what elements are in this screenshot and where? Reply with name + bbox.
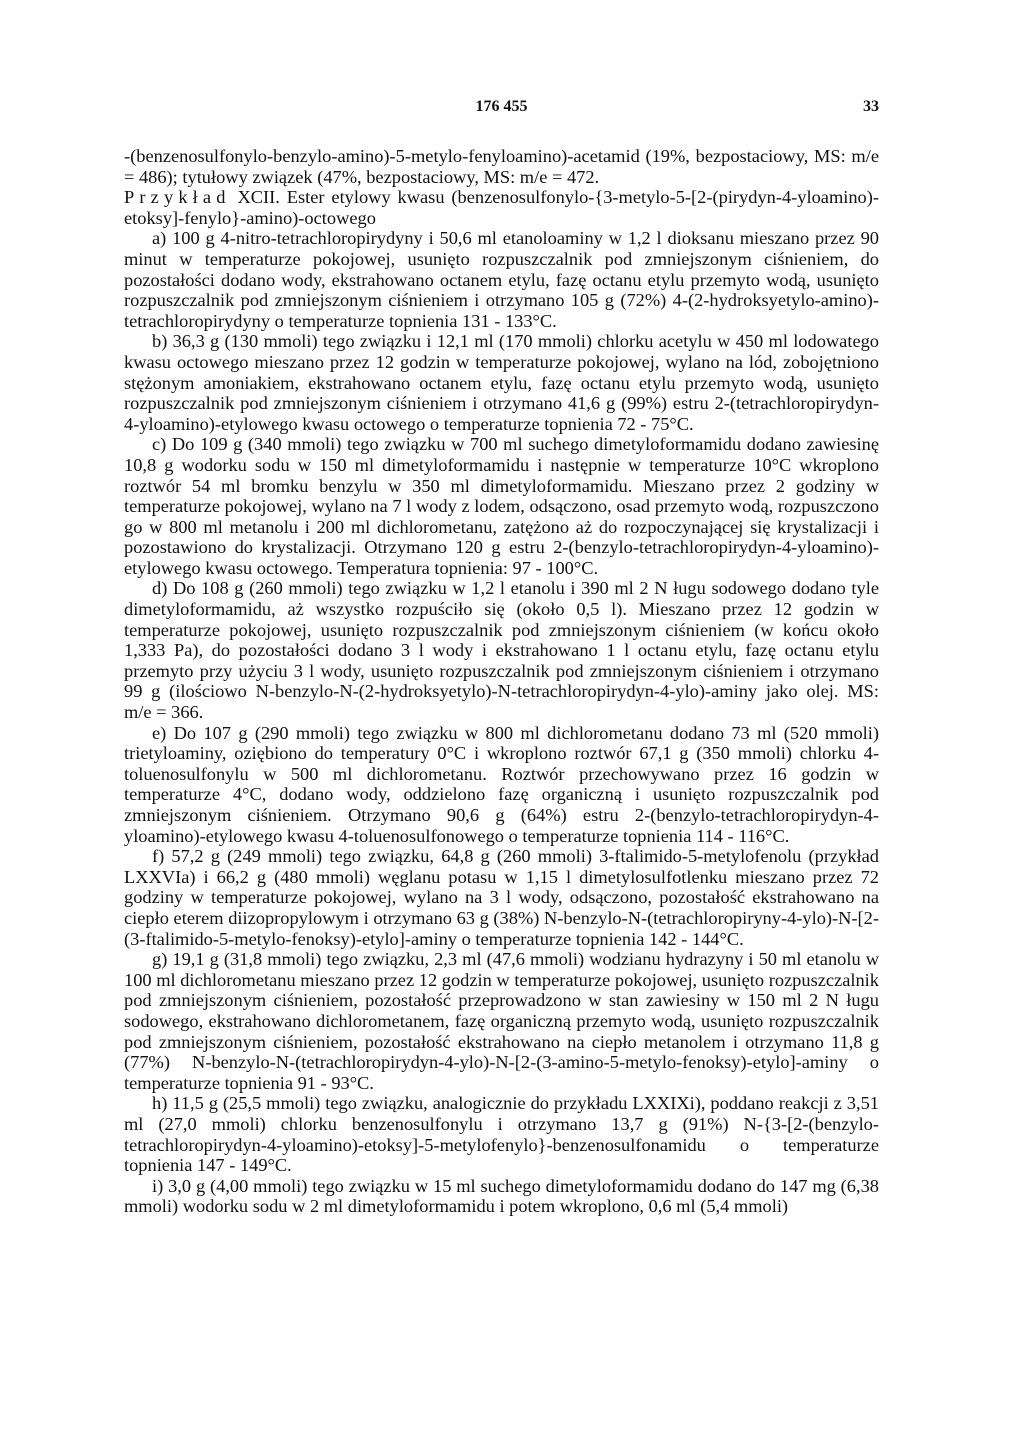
paragraph-step-a: a) 100 g 4-nitro-tetrachloropirydyny i 50,6 ml etanoloaminy w 1,2 l dioksanu mieszano przez 90 minut w temperaturze pokojowej, usunięto rozpuszczalnik pod zmniejszonym ciśnieniem, do pozostałości dodano wody, ekstrahowano octanem etylu, fazę octanu etylu przemyto wodą, usunięto rozpuszczalnik pod zmniejszonym ciśnieniem i otrzymano 105 g (72%) 4-(2-hydroksyetylo-amino)-tetrachloropirydyny o temperaturze topnienia 131 - 133°C. [124, 228, 879, 331]
paragraph-step-d: d) Do 108 g (260 mmoli) tego związku w 1,2 l etanolu i 390 ml 2 N ługu sodowego dodano tyle dimetyloformamidu, aż wszystko rozpuściło się (około 0,5 l). Mieszano przez 12 godzin w temperaturze pokojowej, usunięto rozpuszczalnik pod zmniejszonym ciśnieniem (w końcu około 1,333 Pa), do pozostałości dodano 3 l wody i ekstrahowano 1 l octanu etylu, fazę octanu etylu przemyto przy użyciu 3 l wody, usunięto rozpuszczalnik pod zmniejszonym ciśnieniem i otrzymano 99 g (ilościowo N-benzylo-N-(2-hydroksyetylo)-N-tetrachloropirydyn-4-ylo)-aminy jako olej. MS: m/e = 366. [124, 578, 879, 723]
example-label: Przykład [124, 187, 231, 208]
example-heading [124, 187, 879, 228]
paragraph-step-g: g) 19,1 g (31,8 mmoli) tego związku, 2,3 ml (47,6 mmoli) wodzianu hydrazyny i 50 ml etanolu w 100 ml dichlorometanu mieszano przez 12 godzin w temperaturze pokojowej, usunięto rozpuszczalnik pod zmniejszonym ciśnieniem, pozostałość przeprowadzono w stan zawiesiny w 150 ml 2 N ługu sodowego, ekstrahowano dichlorometanem, fazę organiczną przemyto wodą, usunięto rozpuszczalnik pod zmniejszonym ciśnieniem, pozostałość ekstrahowano na ciepło metanolem i otrzymano 11,8 g (77%) N-benzylo-N-(tetrachloropirydyn-4-ylo)-N-[2-(3-amino-5-metylo-fenoksy)-etylo]-aminy o temperaturze topnienia 91 - 93°C. [124, 949, 879, 1093]
paragraph-step-b: b) 36,3 g (130 mmoli) tego związku i 12,1 ml (170 mmoli) chlorku acetylu w 450 ml lodowatego kwasu octowego mieszano przez 12 godzin w temperaturze pokojowej, wylano na lód, zobojętniono stężonym amoniakiem, ekstrahowano octanem etylu, fazę octanu etylu przemyto wodą, usunięto rozpuszczalnik pod zmniejszonym ciśnieniem i otrzymano 41,6 g (99%) estru 2-(tetrachloropirydyn-4-yloamino)-etylowego kwasu octowego o temperaturze topnienia 72 - 75°C. [124, 331, 879, 434]
page-header [124, 98, 879, 122]
paragraph-step-i: i) 3,0 g (4,00 mmoli) tego związku w 15 ml suchego dimetyloformamidu dodano do 147 mg (6,38 mmoli) wodorku sodu w 2 ml dimetyloformamidu i potem wkroplono, 0,6 ml (5,4 mmoli) [124, 1175, 879, 1217]
body-text [124, 146, 879, 1217]
paragraph-step-c: c) Do 109 g (340 mmoli) tego związku w 700 ml suchego dimetyloformamidu dodano zawiesinę 10,8 g wodorku sodu w 150 ml dimetyloformamidu i następnie w temperaturze 10°C wkroplono roztwór 54 ml bromku benzylu w 350 ml dimetyloformamidu. Mieszano przez 2 godziny w temperaturze pokojowej, wylano na 7 l wody z lodem, odsączono, osad przemyto wodą, rozpuszczono go w 800 ml metanolu i 200 ml dichlorometanu, zatężono aż do rozpoczynającej się krystalizacji i pozostawiono do krystalizacji. Otrzymano 120 g estru 2-(benzylo-tetrachloropirydyn-4-yloamino)-etylowego kwasu octowego. Temperatura topnienia: 97 - 100°C. [124, 434, 879, 578]
paragraph-step-h: h) 11,5 g (25,5 mmoli) tego związku, analogicznie do przykładu LXXIXi), poddano reakcji z 3,51 ml (27,0 mmoli) chlorku benzenosulfonylu i otrzymano 13,7 g (91%) N-{3-[2-(benzylo-tetrachloropirydyn-4-yloamino)-etoksy]-5-metylofenylo}-benzenosulfonamidu o temperaturze topnienia 147 - 149°C. [124, 1093, 879, 1176]
patent-number: 176 455 [475, 98, 528, 115]
example-title: XCII. Ester etylowy kwasu (benzenosulfonylo-{3-metylo-5-[2-(pirydyn-4-yloamino)-etoksy]-fenylo}-amino)-octowego [124, 187, 879, 228]
paragraph-step-e: e) Do 107 g (290 mmoli) tego związku w 800 ml dichlorometanu dodano 73 ml (520 mmoli) trietyloaminy, oziębiono do temperatury 0°C i wkroplono roztwór 67,1 g (350 mmoli) chlorku 4-toluenosulfonylu w 500 ml dichlorometanu. Roztwór przechowywano przez 16 godzin w temperaturze 4°C, dodano wody, oddzielono fazę organiczną i usunięto rozpuszczalnik pod zmniejszonym ciśnieniem. Otrzymano 90,6 g (64%) estru 2-(benzylo-tetrachloropirydyn-4-yloamino)-etylowego kwasu 4-toluenosulfonowego o temperaturze topnienia 114 - 116°C. [124, 722, 879, 846]
paragraph-step-f: f) 57,2 g (249 mmoli) tego związku, 64,8 g (260 mmoli) 3-ftalimido-5-metylofenolu (przykład LXXVIa) i 66,2 g (480 mmoli) węglanu potasu w 1,15 l dimetylosulfotlenku mieszano przez 72 godziny w temperaturze pokojowej, wylano na 3 l wody, odsączono, pozostałość ekstrahowano na ciepło eterem diizopropylowym i otrzymano 63 g (38%) N-benzylo-N-(tetrachloropiryny-4-ylo)-N-[2-(3-ftalimido-5-metylo-fenoksy)-etylo]-aminy o temperaturze topnienia 142 - 144°C. [124, 846, 879, 949]
page-number: 33 [863, 98, 879, 115]
paragraph-continuation: -(benzenosulfonylo-benzylo-amino)-5-metylo-fenyloamino)-acetamid (19%, bezpostaciowy, MS: m/e = 486); tytułowy związek (47%, bezpostaciowy, MS: m/e = 472. [124, 146, 879, 187]
